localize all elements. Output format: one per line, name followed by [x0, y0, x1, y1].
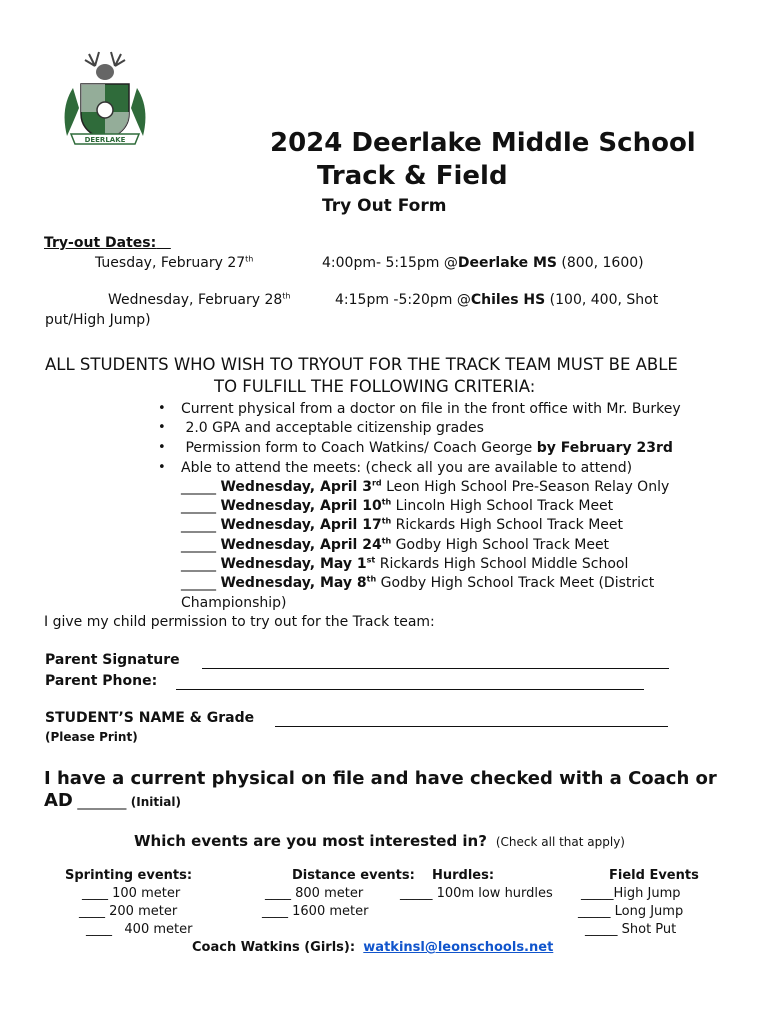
parent-signature-field[interactable]: [202, 668, 669, 669]
meet-item[interactable]: _____ Wednesday, April 3rd Leon High School Pre-Season Relay Only: [181, 478, 670, 495]
bullet-dot: •: [158, 460, 166, 475]
hurdles-heading: Hurdles:: [432, 868, 495, 883]
event-checkbox-shot-put[interactable]: _____ Shot Put: [585, 922, 677, 937]
events-question: Which events are you most interested in? (Check all that apply): [134, 832, 625, 850]
subtitle: Try Out Form: [322, 196, 447, 216]
please-print-note: (Please Print): [45, 730, 138, 744]
criteria-heading-1: ALL STUDENTS WHO WISH TO TRYOUT FOR THE TRACK TEAM MUST BE ABLE: [45, 355, 678, 374]
event-checkbox-200m[interactable]: ____ 200 meter: [79, 904, 178, 919]
bullet-dot: •: [158, 401, 166, 416]
meet-item[interactable]: _____ Wednesday, May 1st Rickards High School Middle School: [181, 555, 629, 572]
tryout-time-2: 4:15pm -5:20pm @Chiles HS (100, 400, Shot: [335, 292, 659, 308]
tryout-label: Try-out Dates:: [44, 235, 157, 251]
event-checkbox-long-jump[interactable]: _____ Long Jump: [578, 904, 684, 919]
meet-item[interactable]: _____ Wednesday, April 17th Rickards High School Track Meet: [181, 516, 624, 533]
permission-text: I give my child permission to try out for the Track team:: [44, 614, 435, 630]
title-line-1: 2024 Deerlake Middle School: [270, 128, 696, 158]
tryout-date-2: Wednesday, February 28th: [108, 291, 291, 308]
tryout-time-1: 4:00pm- 5:15pm @Deerlake MS (800, 1600): [322, 255, 644, 271]
svg-text:DEERLAKE: DEERLAKE: [84, 136, 126, 144]
student-name-field[interactable]: [275, 726, 668, 727]
event-checkbox-100m[interactable]: ____ 100 meter: [82, 886, 181, 901]
coach-contact: Coach Watkins (Girls): watkinsl@leonschools.net: [192, 940, 554, 955]
criteria-bullet-2: 2.0 GPA and acceptable citizenship grades: [181, 420, 484, 436]
meet-item[interactable]: _____ Wednesday, May 8th Godby High School Track Meet (District: [181, 574, 655, 591]
event-checkbox-400m[interactable]: ____ 400 meter: [86, 922, 193, 937]
parent-phone-field[interactable]: [176, 689, 644, 690]
distance-heading: Distance events:: [292, 868, 415, 883]
event-checkbox-1600m[interactable]: ____ 1600 meter: [262, 904, 369, 919]
criteria-bullet-3: Permission form to Coach Watkins/ Coach George by February 23rd: [181, 440, 673, 456]
parent-phone-label: Parent Phone:: [45, 673, 158, 689]
criteria-heading-2: TO FULFILL THE FOLLOWING CRITERIA:: [214, 377, 536, 396]
tryout-date-1: Tuesday, February 27th: [95, 254, 254, 271]
title-line-2: Track & Field: [317, 161, 508, 191]
meet-item[interactable]: _____ Wednesday, April 24th Godby High School Track Meet: [181, 536, 610, 553]
meet-item[interactable]: _____ Wednesday, April 10th Lincoln High School Track Meet: [181, 497, 614, 514]
coach-email-link[interactable]: watkinsl@leonschools.net: [363, 940, 554, 955]
bullet-dot: •: [158, 420, 166, 435]
event-checkbox-800m[interactable]: ____ 800 meter: [265, 886, 364, 901]
parent-signature-label: Parent Signature: [45, 652, 180, 668]
school-crest-logo: [55, 48, 155, 148]
criteria-bullet-4: Able to attend the meets: (check all you are available to attend): [181, 460, 633, 476]
event-checkbox-high-jump[interactable]: _____High Jump: [581, 886, 681, 901]
criteria-bullet-1: Current physical from a doctor on file in the front office with Mr. Burkey: [181, 401, 681, 417]
sprint-heading: Sprinting events:: [65, 868, 193, 883]
tryout-events-cont: put/High Jump): [45, 312, 151, 328]
event-checkbox-hurdles[interactable]: _____ 100m low hurdles: [400, 886, 553, 901]
physical-statement-1: I have a current physical on file and have checked with a Coach or: [44, 768, 717, 789]
field-heading: Field Events: [609, 868, 699, 883]
student-name-label: STUDENT’S NAME & Grade: [45, 710, 255, 726]
bullet-dot: •: [158, 440, 166, 455]
meet-item-cont: Championship): [181, 595, 287, 611]
physical-statement-2: AD _______ (Initial): [44, 790, 181, 811]
